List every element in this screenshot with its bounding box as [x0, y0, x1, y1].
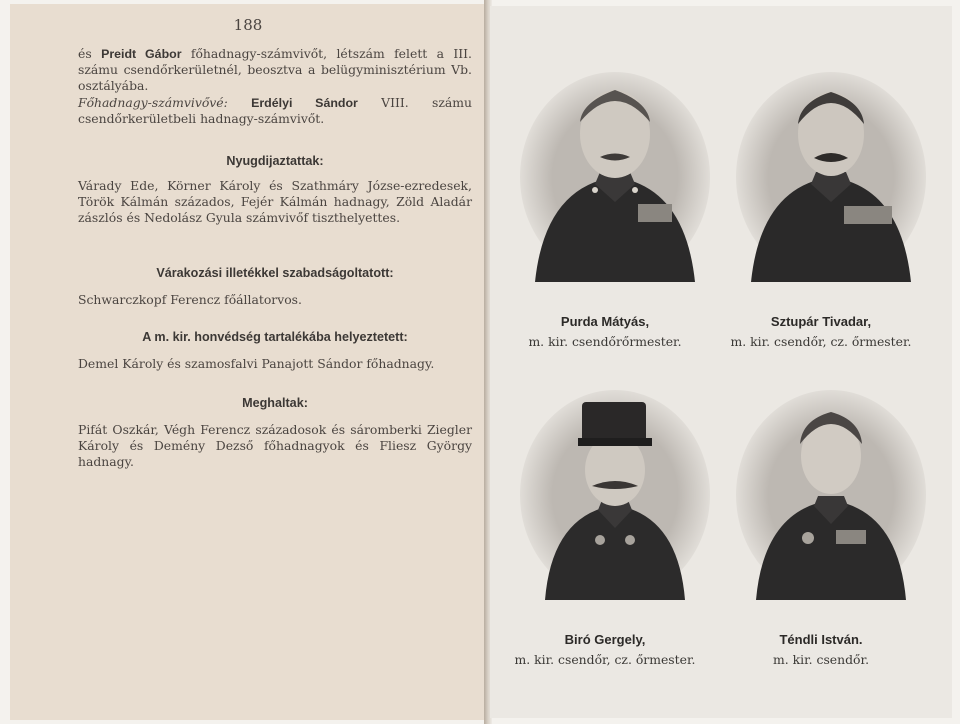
portrait-purda	[500, 72, 710, 349]
portrait-name: Biró Gergely,	[564, 632, 646, 647]
text-span: és	[78, 46, 102, 61]
promotion-paragraph	[78, 46, 472, 127]
heading-deceased: Meghaltak:	[242, 396, 308, 410]
portrait-name: Purda Mátyás,	[560, 314, 650, 329]
deceased-paragraph: Pifát Oszkár, Végh Ferencz századosok és sáromberki Ziegler Károly és Demény Dezső főhadnagyok és Fliesz György hadnagy.	[78, 422, 472, 470]
portrait-photo	[520, 72, 710, 282]
reserve-paragraph: Demel Károly és szamosfalvi Panajott Sándor főhadnagy.	[78, 356, 435, 371]
portrait-role: m. kir. csendőr, cz. őrmester.	[730, 334, 912, 349]
retired-paragraph: Várady Ede, Körner Károly és Szathmáry Józse-ezredesek, Török Kálmán százados, Fejér Kálmán hadnagy, Zöld Aladár zászlós és Nedolász Gyula számvivőf tiszthelyettes.	[78, 178, 472, 226]
page-number: 188	[233, 16, 263, 34]
portrait-name: Téndli István.	[779, 632, 863, 647]
text-span	[228, 95, 251, 110]
portrait-biro	[500, 390, 710, 667]
left-page	[10, 4, 486, 720]
bold-name: Preidt Gábor	[101, 47, 182, 61]
portrait-role: m. kir. csendőrőrmester.	[528, 334, 682, 349]
text-span: főhadnagy-számvivőt, létszám felett a III. számu csendőrkerületnél, beosztva a belügyminisztérium Vb. osztályába.	[78, 46, 472, 94]
text-span: VIII. számu csendőrkerületbeli hadnagy-számvivőt.	[78, 94, 472, 126]
portrait-role: m. kir. csendőr.	[772, 652, 870, 667]
right-page	[490, 6, 952, 718]
portrait-role: m. kir. csendőr, cz. őrmester.	[514, 652, 696, 667]
portrait-sztupar	[716, 72, 926, 349]
bold-name: Erdélyi Sándor	[251, 95, 358, 110]
portrait-tendli	[716, 390, 926, 667]
heading-retired: Nyugdijaztattak:	[226, 154, 324, 168]
portrait-photo	[736, 72, 926, 282]
leave-paragraph: Schwarczkopf Ferencz főállatorvos.	[78, 292, 302, 307]
italic-rank: Főhadnagy-számvivővé:	[78, 94, 228, 110]
heading-reserve: A m. kir. honvédség tartalékába helyeztetett:	[142, 330, 408, 344]
portrait-photo	[736, 390, 926, 600]
heading-leave: Várakozási illetékkel szabadságoltatott:	[156, 266, 394, 280]
portrait-photo	[520, 390, 710, 600]
portrait-name: Sztupár Tivadar,	[770, 314, 872, 329]
